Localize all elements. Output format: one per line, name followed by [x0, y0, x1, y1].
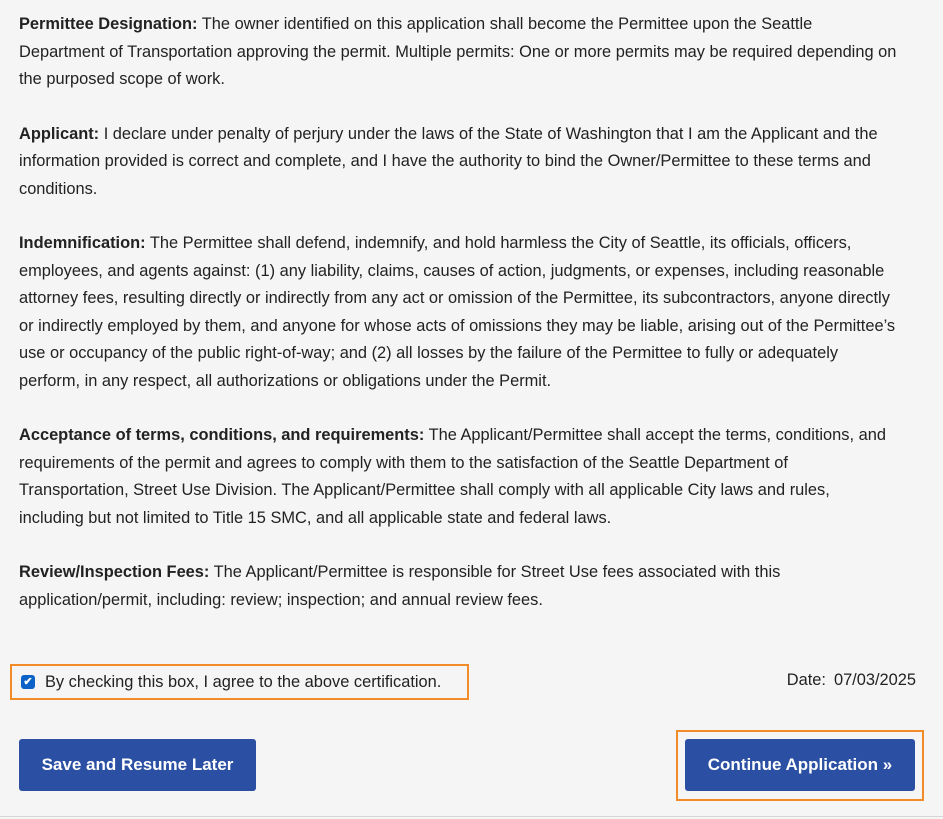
clause-text: The Permittee shall defend, indemnify, and hold harmless the City of Seattle, its officials, officers, employees, and agents against: (1) any liability, claims, causes of action, judgments, or expenses, including reasonable attorney fees, resulting directly or indirectly from any act or omission of the Permittee, its subcontractors, anyone directly or indirectly employed by them, and anyone for whose acts of omissions they may be liable, arising out of the Permittee’s use or occupancy of the public right-of-way; and (2) all losses by the failure of the Permittee to fully or adequately perform, in any respect, all authorizations or obligations under the Permit.: [19, 234, 896, 390]
date-label: Date:: [786, 671, 826, 689]
clause-title: Indemnification:: [19, 234, 146, 252]
clause-text: The owner identified on this application shall become the Permittee upon the Seattle Department of Transportation approving the permit. Multiple permits: One or more permits may be required depending on the purposed scope of work.: [19, 15, 897, 88]
clause-title: Acceptance of terms, conditions, and requirements:: [19, 426, 425, 444]
certification-checkbox[interactable]: ✔: [21, 675, 35, 689]
certification-agreement[interactable]: [10, 664, 469, 700]
date-display: [787, 671, 916, 690]
clause-title: Review/Inspection Fees:: [19, 563, 210, 581]
clause-acceptance: [19, 422, 899, 532]
date-value: 07/03/2025: [833, 671, 916, 689]
clause-permittee-designation: [19, 11, 899, 94]
save-and-resume-button[interactable]: Save and Resume Later: [19, 739, 256, 791]
clause-review-fees: [19, 559, 899, 614]
clause-title: Permittee Designation:: [19, 15, 198, 33]
clause-indemnification: [19, 230, 899, 395]
clause-text: I declare under penalty of perjury under the laws of the State of Washington that I am the Applicant and the information provided is correct and complete, and I have the authority to bind the Owner/Permittee to these terms and conditions.: [19, 124, 878, 198]
certification-label[interactable]: By checking this box, I agree to the above certification.: [45, 672, 442, 691]
clause-title: Applicant:: [19, 124, 100, 143]
divider: [0, 816, 943, 817]
continue-application-button[interactable]: Continue Application »: [685, 739, 915, 791]
clause-text: The Applicant/Permittee shall accept the terms, conditions, and requirements of the permit and agrees to comply with them to the satisfaction of the Seattle Department of Transportation, Street Use Division. The Applicant/Permittee shall comply with all applicable City laws and rules, including but not limited to Title 15 SMC, and all applicable state and federal laws.: [19, 426, 886, 527]
clause-text: The Applicant/Permittee is responsible for Street Use fees associated with this application/permit, including: review; inspection; and annual review fees.: [19, 563, 781, 609]
certification-terms: [19, 11, 899, 641]
clause-applicant: [19, 121, 899, 204]
